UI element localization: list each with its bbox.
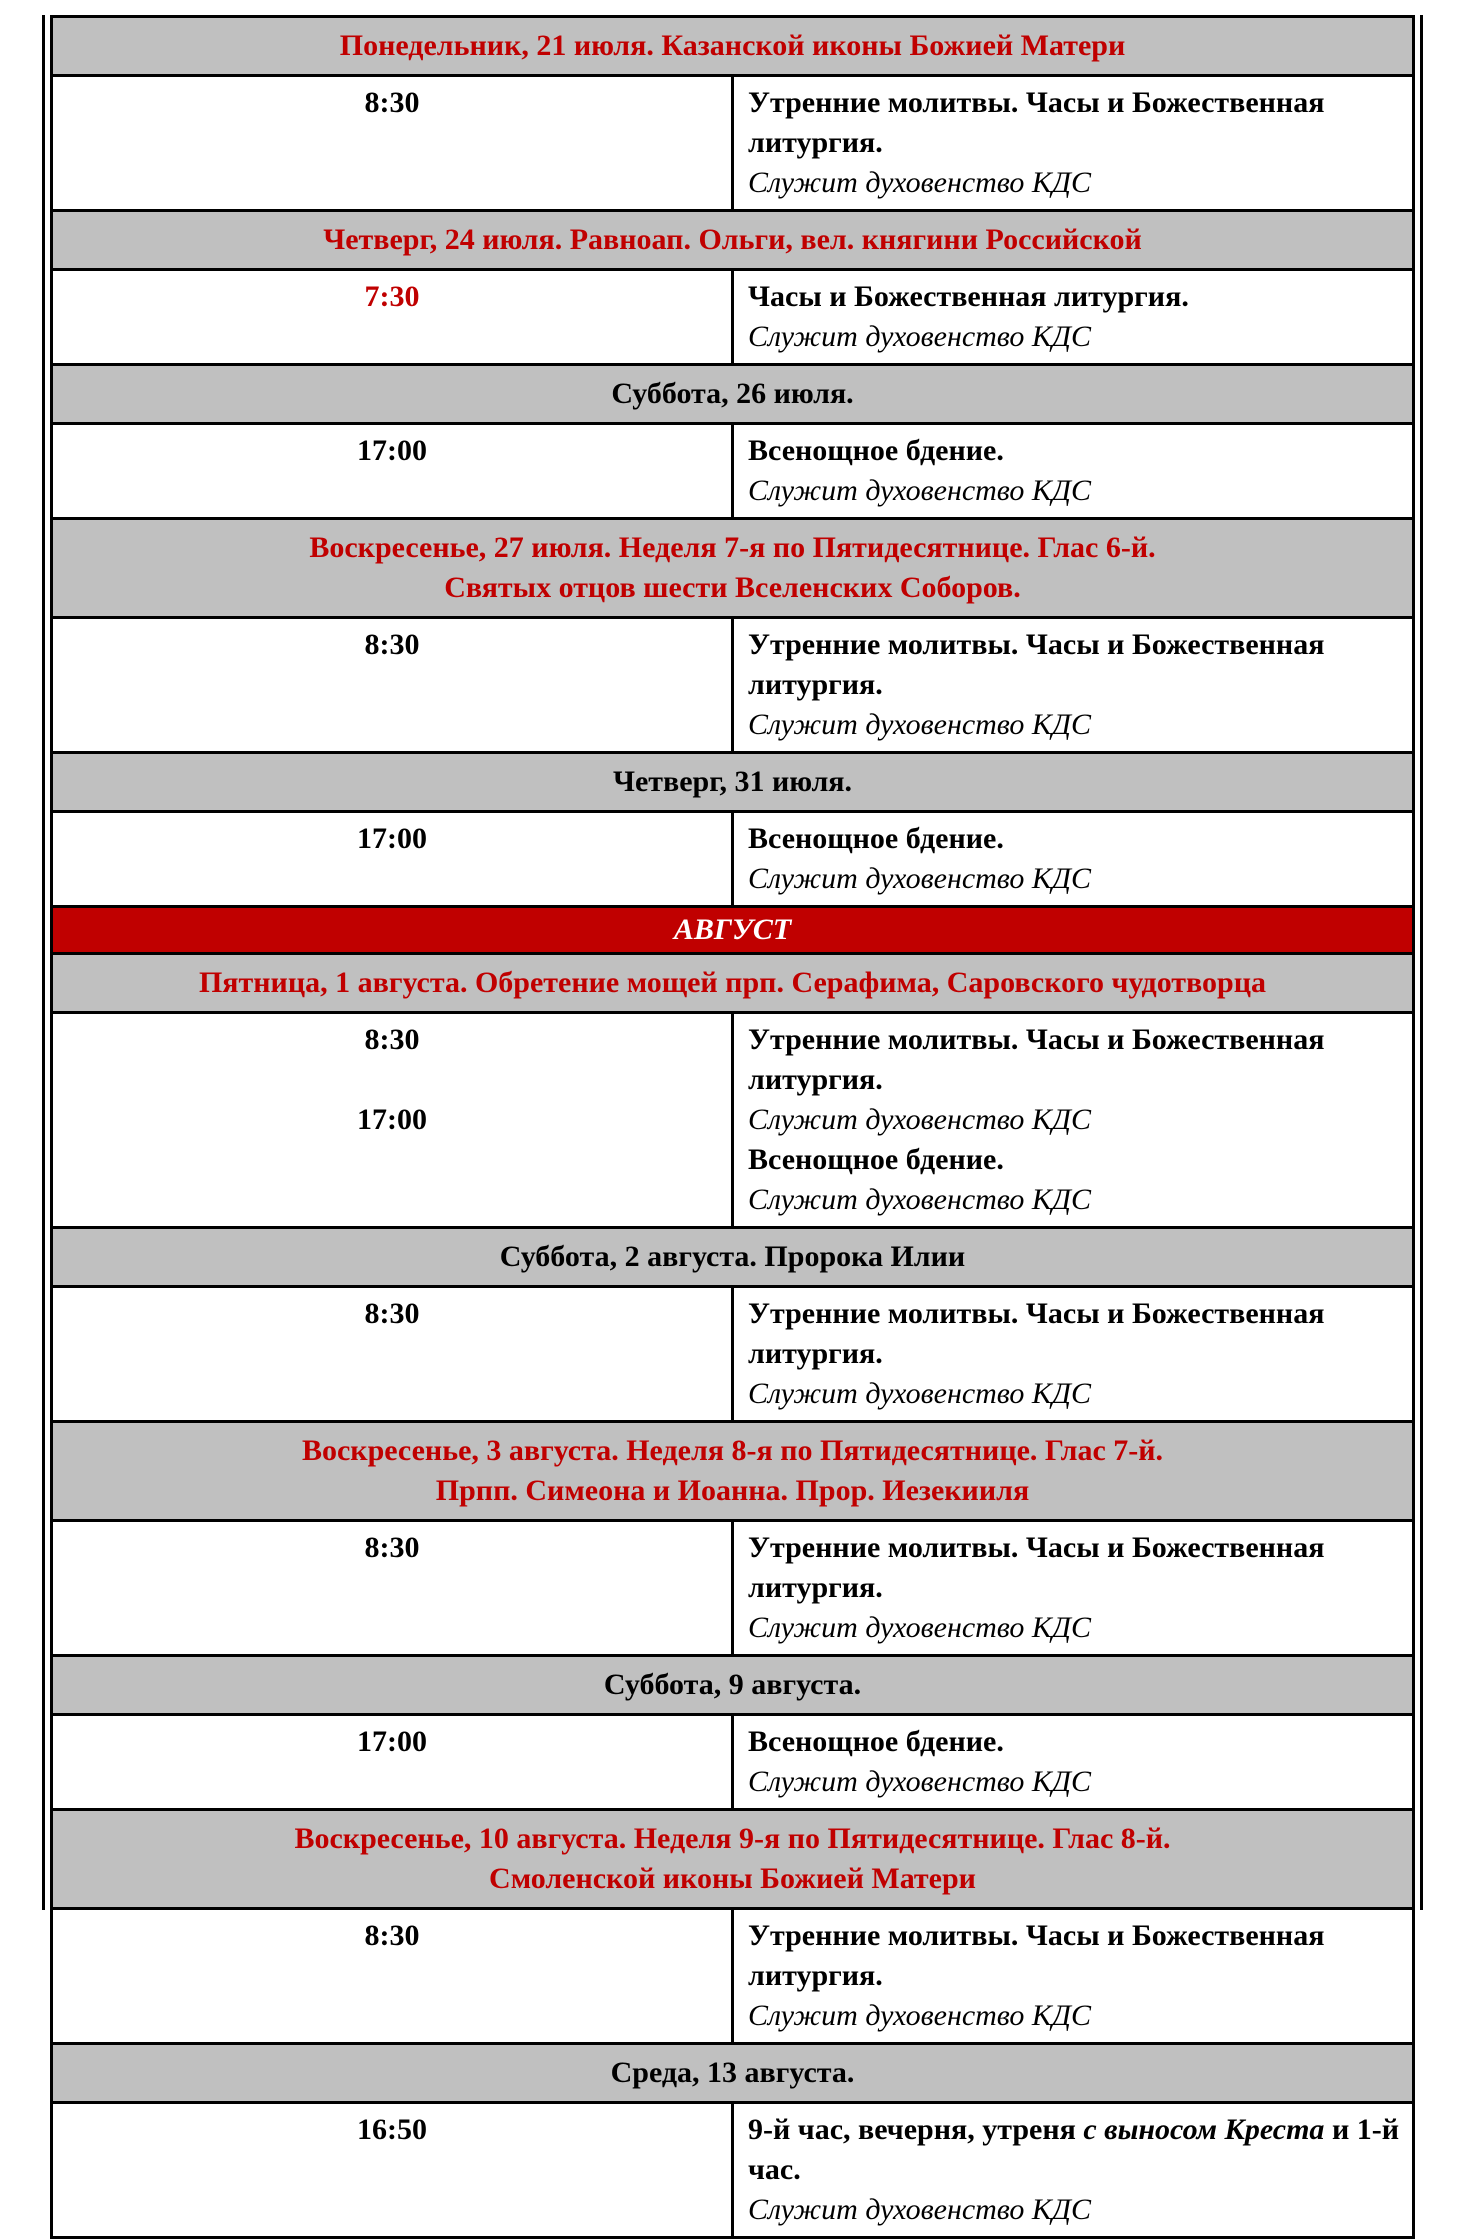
day-header — [52, 753, 1414, 812]
time-spacer — [53, 1140, 731, 1180]
service-time-cell — [52, 1013, 733, 1228]
service-clergy: Служит духовенство КДС — [748, 1999, 1091, 2032]
service-clergy: Служит духовенство КДС — [748, 166, 1091, 199]
schedule-table — [50, 15, 1415, 2239]
service-desc-cell — [733, 1909, 1414, 2044]
service-time: 8:30 — [364, 1919, 420, 1952]
service-clergy: Служит духовенство КДС — [748, 1765, 1091, 1798]
service-clergy: Служит духовенство КДС — [748, 862, 1091, 895]
service-time-cell — [52, 2103, 733, 2238]
service-time-cell — [52, 424, 733, 519]
service-time-cell — [52, 812, 733, 907]
service-name: Утренние молитвы. Часы и Божественная литургия. — [748, 1023, 1325, 1096]
service-time: 7:30 — [364, 280, 420, 313]
time-spacer — [53, 859, 731, 899]
service-row — [52, 1013, 1414, 1228]
service-row — [52, 2103, 1414, 2238]
service-time-cell — [52, 76, 733, 211]
day-title-line: Суббота, 9 августа. — [603, 1668, 862, 1701]
service-name: Утренние молитвы. Часы и Божественная литургия. — [748, 628, 1325, 701]
time-spacer — [53, 1334, 731, 1374]
service-time: 8:30 — [364, 1297, 420, 1330]
service-desc-cell — [733, 2103, 1414, 2238]
service-desc-cell — [733, 424, 1414, 519]
service-clergy: Служит духовенство КДС — [748, 2193, 1091, 2226]
service-row — [52, 812, 1414, 907]
day-header — [52, 2044, 1414, 2103]
service-clergy: Служит духовенство КДС — [748, 1611, 1091, 1644]
time-spacer — [53, 2150, 731, 2190]
service-name — [748, 2110, 1412, 2190]
outer-border-left — [42, 15, 45, 1910]
service-row — [52, 618, 1414, 753]
service-time-cell — [52, 1287, 733, 1422]
day-title-line: Среда, 13 августа. — [610, 2056, 855, 2089]
day-title — [52, 954, 1414, 1013]
service-clergy: Служит духовенство КДС — [748, 474, 1091, 507]
day-header — [52, 365, 1414, 424]
day-title — [52, 2044, 1414, 2103]
time-spacer — [53, 317, 731, 357]
day-title-line: Четверг, 24 июля. Равноап. Ольги, вел. княгини Российской — [323, 223, 1142, 256]
service-clergy: Служит духовенство КДС — [748, 1183, 1091, 1216]
service-name: Утренние молитвы. Часы и Божественная литургия. — [748, 1297, 1325, 1370]
service-row — [52, 1521, 1414, 1656]
day-title — [52, 1228, 1414, 1287]
month-title: АВГУСТ — [52, 907, 1414, 954]
time-spacer — [53, 123, 731, 163]
day-title-line: Суббота, 26 июля. — [611, 377, 854, 410]
service-time: 8:30 — [364, 1531, 420, 1564]
day-header — [52, 17, 1414, 76]
time-spacer — [53, 471, 731, 511]
day-title-line: Четверг, 31 июля. — [612, 765, 853, 798]
day-header — [52, 1228, 1414, 1287]
service-name: Утренние молитвы. Часы и Божественная литургия. — [748, 1531, 1325, 1604]
outer-border-right — [1420, 15, 1423, 1910]
service-name: Всенощное бдение. — [748, 1143, 1004, 1176]
service-desc-cell — [733, 618, 1414, 753]
day-title — [52, 519, 1414, 618]
day-title-line: Воскресенье, 10 августа. Неделя 9-я по Пятидесятнице. Глас 8-й. — [294, 1822, 1171, 1855]
service-row — [52, 1909, 1414, 2044]
day-header — [52, 1656, 1414, 1715]
service-row — [52, 424, 1414, 519]
service-row — [52, 76, 1414, 211]
service-time: 8:30 — [364, 628, 420, 661]
service-name: Всенощное бдение. — [748, 434, 1004, 467]
time-spacer — [53, 1060, 731, 1100]
service-row — [52, 1715, 1414, 1810]
service-time: 8:30 — [364, 86, 420, 119]
time-spacer — [53, 1956, 731, 1996]
service-name-part: 9-й час, вечерня, утреня — [748, 2113, 1084, 2146]
service-time-cell — [52, 1521, 733, 1656]
day-header — [52, 1810, 1414, 1909]
day-title-line: Смоленской иконы Божией Матери — [489, 1862, 976, 1895]
service-time: 16:50 — [357, 2113, 427, 2146]
service-time-cell — [52, 1909, 733, 2044]
day-title-line: Прпп. Симеона и Иоанна. Прор. Иезекииля — [435, 1474, 1030, 1507]
day-title — [52, 1810, 1414, 1909]
service-time: 17:00 — [357, 434, 427, 467]
service-time: 17:00 — [357, 822, 427, 855]
service-name: Утренние молитвы. Часы и Божественная литургия. — [748, 86, 1325, 159]
service-name: Всенощное бдение. — [748, 822, 1004, 855]
service-time-cell — [52, 1715, 733, 1810]
service-desc-cell — [733, 1521, 1414, 1656]
day-title-line: Понедельник, 21 июля. Казанской иконы Божией Матери — [339, 29, 1126, 62]
time-spacer — [53, 1762, 731, 1802]
service-name-part: и 1-й час. — [748, 2113, 1399, 2186]
day-title — [52, 753, 1414, 812]
day-title — [52, 211, 1414, 270]
service-desc-cell — [733, 1715, 1414, 1810]
day-title-line: Суббота, 2 августа. Пророка Илии — [499, 1240, 966, 1273]
time-spacer — [53, 1568, 731, 1608]
month-header — [52, 907, 1414, 954]
service-name: Часы и Божественная литургия. — [748, 280, 1189, 313]
service-name: Всенощное бдение. — [748, 1725, 1004, 1758]
service-clergy: Служит духовенство КДС — [748, 1103, 1091, 1136]
service-row — [52, 270, 1414, 365]
day-title — [52, 1656, 1414, 1715]
day-title — [52, 17, 1414, 76]
service-desc-cell — [733, 76, 1414, 211]
day-title-line: Воскресенье, 3 августа. Неделя 8-я по Пятидесятнице. Глас 7-й. — [301, 1434, 1164, 1467]
service-row — [52, 1287, 1414, 1422]
service-time: 17:00 — [357, 1725, 427, 1758]
service-time-cell — [52, 270, 733, 365]
service-desc-cell — [733, 270, 1414, 365]
day-title — [52, 365, 1414, 424]
service-time: 8:30 — [364, 1023, 420, 1056]
day-title-line: Воскресенье, 27 июля. Неделя 7-я по Пятидесятнице. Глас 6-й. — [309, 531, 1156, 564]
service-desc-cell — [733, 812, 1414, 907]
service-clergy: Служит духовенство КДС — [748, 708, 1091, 741]
day-title-line: Пятница, 1 августа. Обретение мощей прп. Серафима, Саровского чудотворца — [198, 966, 1267, 999]
day-header — [52, 1422, 1414, 1521]
schedule-body — [52, 17, 1414, 2238]
service-time-cell — [52, 618, 733, 753]
time-spacer — [53, 665, 731, 705]
day-header — [52, 519, 1414, 618]
service-name: Утренние молитвы. Часы и Божественная литургия. — [748, 1919, 1325, 1992]
service-clergy: Служит духовенство КДС — [748, 1377, 1091, 1410]
schedule-frame — [50, 15, 1415, 2226]
service-name-part: с выносом Креста — [1083, 2113, 1325, 2146]
day-title — [52, 1422, 1414, 1521]
day-header — [52, 954, 1414, 1013]
day-header — [52, 211, 1414, 270]
service-time: 17:00 — [357, 1103, 427, 1136]
service-desc-cell — [733, 1013, 1414, 1228]
day-title-line: Святых отцов шести Вселенских Соборов. — [444, 571, 1021, 604]
service-desc-cell — [733, 1287, 1414, 1422]
service-clergy: Служит духовенство КДС — [748, 320, 1091, 353]
